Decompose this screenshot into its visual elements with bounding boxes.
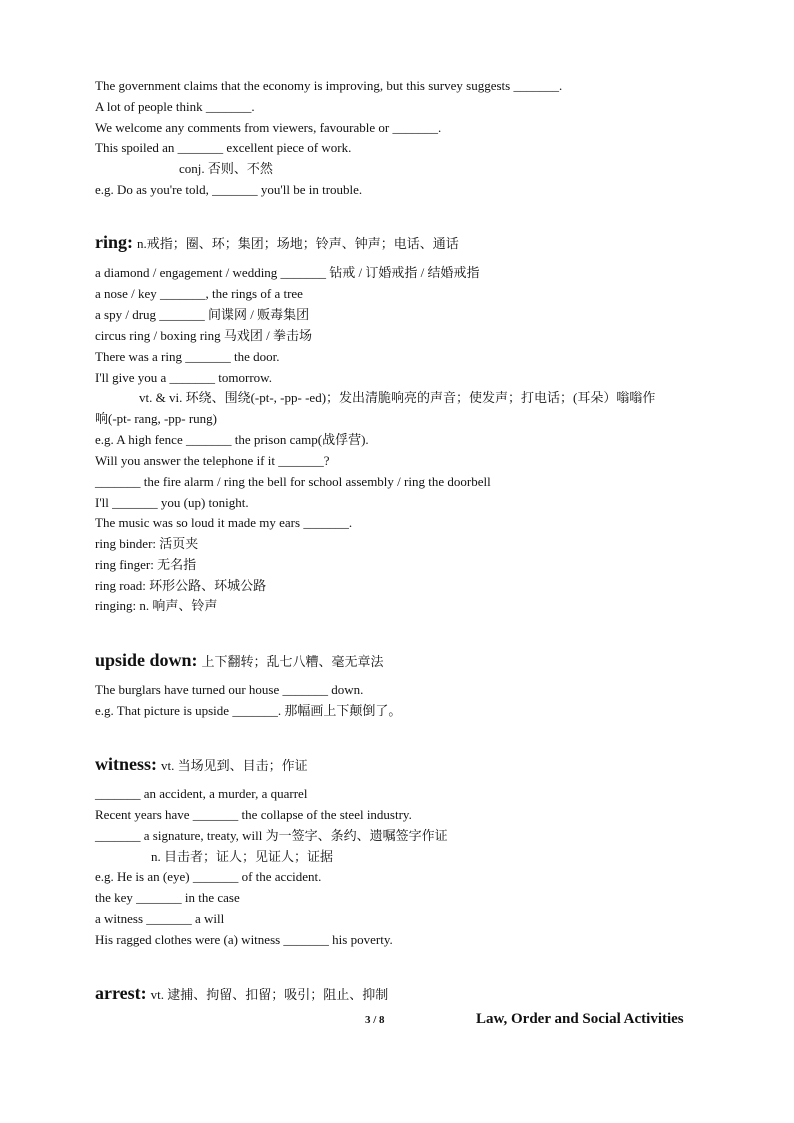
example-sentence: e.g. A high fence _______ the prison camp(战俘营). xyxy=(95,432,369,447)
entry-heading-arrest xyxy=(95,983,388,1005)
part-of-speech-definition: vt. & vi. 环绕、围绕(-pt-, -pp- -ed)；发出清脆响亮的声音；使发声；打电话；(耳朵）嗡嗡作 xyxy=(139,390,656,405)
entry-heading-upside-down xyxy=(95,650,384,672)
example-sentence: I'll give you a _______ tomorrow. xyxy=(95,370,272,385)
example-sentence: _______ the fire alarm / ring the bell for school assembly / ring the doorbell xyxy=(95,474,491,489)
example-sentence: The music was so loud it made my ears _______. xyxy=(95,515,353,530)
example-sentence: a nose / key _______, the rings of a tree xyxy=(95,286,303,301)
entry-heading-witness xyxy=(95,754,308,776)
footer-title: Law, Order and Social Activities xyxy=(476,1011,684,1027)
headword: ring: xyxy=(95,232,133,252)
example-sentence: a spy / drug _______ 间谍网 / 贩毒集团 xyxy=(95,307,310,322)
example-sentence: _______ a signature, treaty, will 为一签字、条约、遗嘱签字作证 xyxy=(95,828,448,843)
headword: arrest: xyxy=(95,983,147,1003)
example-sentence: There was a ring _______ the door. xyxy=(95,349,280,364)
part-of-speech-definition: conj. 否则、不然 xyxy=(179,161,273,176)
compound-entry: ring binder: 活页夹 xyxy=(95,536,199,551)
example-sentence: a witness _______ a will xyxy=(95,911,225,926)
example-sentence: a diamond / engagement / wedding _______ 钻戒 / 订婚戒指 / 结婚戒指 xyxy=(95,265,480,280)
example-sentence: circus ring / boxing ring 马戏团 / 拳击场 xyxy=(95,328,313,343)
compound-entry: ring finger: 无名指 xyxy=(95,557,197,572)
example-sentence: Recent years have _______ the collapse of the steel industry. xyxy=(95,807,412,822)
compound-entry: ring road: 环形公路、环城公路 xyxy=(95,578,267,593)
example-sentence: Will you answer the telephone if it _______? xyxy=(95,453,330,468)
example-sentence: e.g. He is an (eye) _______ of the accident. xyxy=(95,869,322,884)
example-sentence: The government claims that the economy is improving, but this survey suggests _______. xyxy=(95,78,563,93)
example-sentence: A lot of people think _______. xyxy=(95,99,255,114)
headword-definition: vt. 当场见到、目击；作证 xyxy=(161,758,308,773)
headword-definition: n.戒指；圈、环；集团；场地；铃声、钟声；电话、通话 xyxy=(137,236,459,251)
example-sentence: _______ an accident, a murder, a quarrel xyxy=(95,786,308,801)
headword: witness: xyxy=(95,754,157,774)
example-sentence: This spoiled an _______ excellent piece of work. xyxy=(95,140,352,155)
example-sentence: His ragged clothes were (a) witness _______ his poverty. xyxy=(95,932,393,947)
part-of-speech-definition-cont: 响(-pt- rang, -pp- rung) xyxy=(95,411,218,426)
example-sentence: The burglars have turned our house _______ down. xyxy=(95,682,364,697)
example-sentence: I'll _______ you (up) tonight. xyxy=(95,495,249,510)
compound-entry: ringing: n. 响声、铃声 xyxy=(95,598,218,613)
example-sentence: We welcome any comments from viewers, favourable or _______. xyxy=(95,120,442,135)
example-sentence: e.g. Do as you're told, _______ you'll be in trouble. xyxy=(95,182,363,197)
page-number: 3 / 8 xyxy=(365,1014,385,1026)
part-of-speech-definition: n. 目击者；证人；见证人；证据 xyxy=(151,849,334,864)
headword-definition: 上下翻转；乱七八糟、毫无章法 xyxy=(201,654,384,669)
entry-heading-ring xyxy=(95,232,459,254)
headword-definition: vt. 逮捕、拘留、扣留；吸引；阻止、抑制 xyxy=(150,987,389,1002)
example-sentence: the key _______ in the case xyxy=(95,890,240,905)
example-sentence: e.g. That picture is upside _______. 那幅画上下颠倒了。 xyxy=(95,703,402,718)
headword: upside down: xyxy=(95,650,198,670)
